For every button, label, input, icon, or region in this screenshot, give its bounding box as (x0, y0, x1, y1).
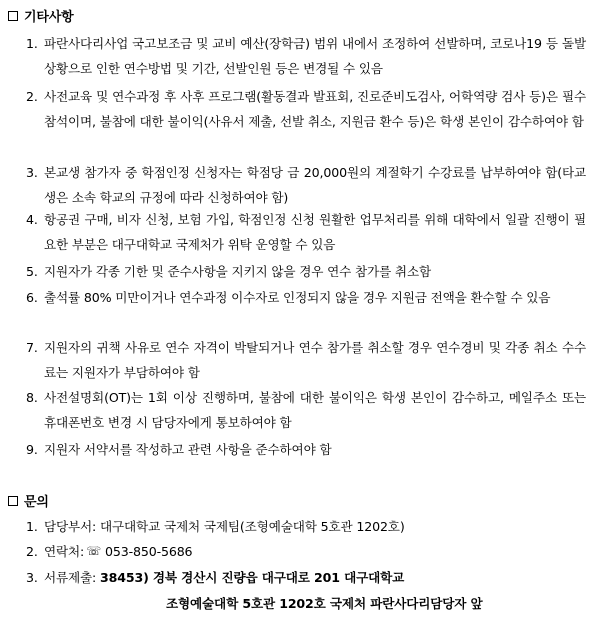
item-number: 8. (26, 390, 38, 405)
section-title-text: 문의 (24, 495, 49, 510)
contact-dept (26, 514, 405, 539)
item-number: 3. (26, 570, 38, 585)
item-text: 지원자가 각종 기한 및 준수사항을 지키지 않을 경우 연수 참가를 취소함 (44, 264, 431, 279)
item-text: 지원자 서약서를 작성하고 관련 사항을 준수하여야 함 (44, 442, 332, 457)
list-item (26, 31, 586, 81)
mail-address-line2: 조형예술대학 5호관 1202호 국제처 파란사다리담당자 앞 (166, 596, 483, 611)
item-number: 5. (26, 264, 38, 279)
item-text: 본교생 참가자 중 학점인정 신청자는 학점당 금 20,000원의 계절학기 수강료를 납부하여야 함(타교생은 소속 학교의 규정에 따라 신청하여야 함) (44, 165, 586, 205)
dept-label: 담당부서: (44, 519, 97, 534)
list-item (26, 207, 586, 257)
phone-label: 연락처: (44, 544, 85, 559)
item-number: 2. (26, 544, 38, 559)
item-number: 9. (26, 442, 38, 457)
item-text: 파란사다리사업 국고보조금 및 교비 예산(장학금) 범위 내에서 조정하여 선발하며, 코로나19 등 돌발상황으로 인한 연수방법 및 기간, 선발인원 등은 변경될 수 있음 (44, 36, 586, 76)
section-title-text: 기타사항 (24, 10, 74, 25)
checkbox-icon (8, 496, 18, 506)
item-number: 4. (26, 212, 38, 227)
list-item (26, 335, 586, 385)
section-title-contact (8, 491, 49, 510)
item-number: 2. (26, 89, 38, 104)
item-text: 출석률 80% 미만이거나 연수과정 이수자로 인정되지 않을 경우 지원금 전액을 환수할 수 있음 (44, 290, 551, 305)
list-item (26, 385, 586, 435)
list-item (26, 285, 586, 310)
item-text: 항공권 구매, 비자 신청, 보험 가입, 학점인정 신청 원활한 업무처리를 위해 대학에서 일괄 진행이 필요한 부분은 대구대학교 국제처가 위탁 운영할 수 있음 (44, 212, 586, 252)
section-title-other (8, 6, 73, 25)
list-item (26, 160, 586, 210)
phone-icon: ☏ (86, 544, 101, 558)
phone-value: 053-850-5686 (105, 544, 193, 559)
item-number: 1. (26, 519, 38, 534)
mail-address-line1: 38453) 경북 경산시 진량읍 대구대로 201 대구대학교 (100, 570, 405, 585)
list-item (26, 259, 586, 284)
dept-value: 대구대학교 국제처 국제팀(조형예술대학 5호관 1202호) (100, 519, 405, 534)
item-number: 1. (26, 36, 38, 51)
contact-mail (26, 565, 404, 590)
item-text: 사전설명회(OT)는 1회 이상 진행하며, 불참에 대한 불이익은 학생 본인이 감수하고, 메일주소 또는 휴대폰번호 변경 시 담당자에게 통보하여야 함 (44, 390, 586, 430)
list-item (26, 84, 586, 134)
contact-phone (26, 539, 192, 564)
item-number: 6. (26, 290, 38, 305)
checkbox-icon (8, 11, 18, 21)
item-text: 사전교육 및 연수과정 후 사후 프로그램(활동결과 발표회, 진로준비도검사, 어학역량 검사 등)은 필수 참석이며, 불참에 대한 불이익(사유서 제출, 선발 취소, 지원금 환수 등)은 학생 본인이 감수하여야 함 (44, 89, 586, 129)
list-item (26, 437, 586, 462)
item-text: 지원자의 귀책 사유로 연수 자격이 박탈되거나 연수 참가를 취소할 경우 연수경비 및 각종 취소 수수료는 지원자가 부담하여야 함 (44, 340, 586, 380)
item-number: 3. (26, 165, 38, 180)
item-number: 7. (26, 340, 38, 355)
mail-label: 서류제출: (44, 570, 97, 585)
